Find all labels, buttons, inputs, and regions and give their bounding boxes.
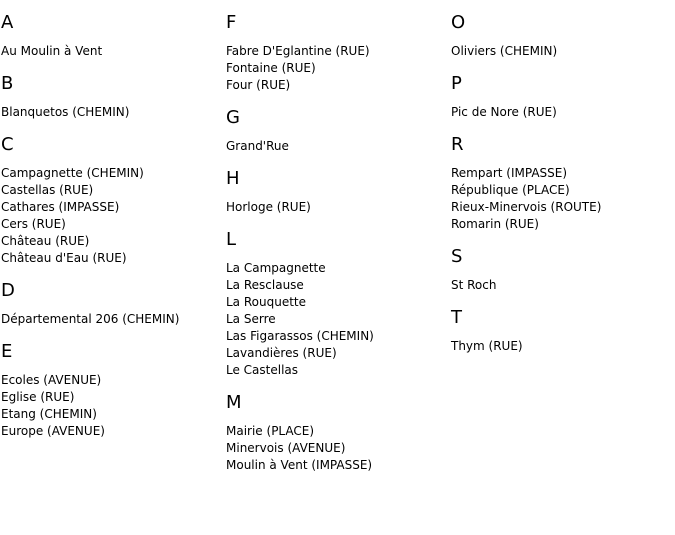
street-name: Au Moulin à Vent [1,44,103,58]
street-list [451,43,671,60]
letter-heading: E [1,341,13,362]
street-name: Oliviers (CHEMIN) [451,44,558,58]
letter-heading: D [1,280,15,301]
street-name: Cathares (IMPASSE) [1,200,120,214]
street-list [226,138,446,155]
letter-section [451,73,671,121]
street-list [226,43,446,94]
street-name: Blanquetos (CHEMIN) [1,105,130,119]
letter-section [226,107,446,155]
street-name: Castellas (RUE) [1,183,94,197]
street-list [1,311,221,328]
letter-section [1,280,221,328]
index-column-2 [226,12,446,487]
letter-section [226,12,446,94]
street-name: Fontaine (RUE) [226,61,316,75]
street-name: La Rouquette [226,295,306,309]
street-name: Rieux-Minervois (ROUTE) [451,200,602,214]
letter-heading: C [1,134,14,155]
letter-heading: F [226,12,237,33]
street-name: La Serre [226,312,276,326]
letter-section [451,134,671,233]
letter-section [1,73,221,121]
letter-heading: T [451,307,462,328]
street-name: Château (RUE) [1,234,90,248]
street-list [451,338,671,355]
street-name: République (PLACE) [451,183,570,197]
street-name: La Resclause [226,278,304,292]
letter-heading: G [226,107,240,128]
street-name: La Campagnette [226,261,326,275]
street-list [451,277,671,294]
letter-heading: P [451,73,462,94]
letter-section [451,246,671,294]
street-name: Campagnette (CHEMIN) [1,166,144,180]
street-name: Départemental 206 (CHEMIN) [1,312,180,326]
street-list [1,104,221,121]
street-name: Horloge (RUE) [226,200,311,214]
street-name: Etang (CHEMIN) [1,407,97,421]
street-list [1,372,221,440]
street-name: Lavandières (RUE) [226,346,337,360]
letter-section [226,168,446,216]
street-name: Las Figarassos (CHEMIN) [226,329,374,343]
letter-section [1,341,221,440]
street-name: Minervois (AVENUE) [226,441,346,455]
street-name: Grand'Rue [226,139,289,153]
street-name: Four (RUE) [226,78,291,92]
letter-heading: R [451,134,464,155]
street-name: Europe (AVENUE) [1,424,105,438]
letter-heading: L [226,229,237,250]
street-name: Pic de Nore (RUE) [451,105,557,119]
street-name: Fabre D'Eglantine (RUE) [226,44,370,58]
street-name: Mairie (PLACE) [226,424,315,438]
letter-section [1,134,221,267]
letter-heading: S [451,246,463,267]
street-list [451,104,671,121]
letter-section [226,229,446,379]
street-list [451,165,671,233]
street-name: Ecoles (AVENUE) [1,373,102,387]
street-name: Château d'Eau (RUE) [1,251,127,265]
street-list [226,423,446,474]
street-name: Moulin à Vent (IMPASSE) [226,458,373,472]
street-name: Romarin (RUE) [451,217,539,231]
street-name: St Roch [451,278,497,292]
letter-section [451,12,671,60]
letter-heading: B [1,73,14,94]
letter-heading: A [1,12,14,33]
letter-heading: M [226,392,242,413]
letter-section [1,12,221,60]
street-name: Le Castellas [226,363,299,377]
letter-heading: H [226,168,240,189]
street-name: Thym (RUE) [451,339,523,353]
street-name: Rempart (IMPASSE) [451,166,568,180]
letter-section [451,307,671,355]
index-column-1 [1,12,221,453]
letter-heading: O [451,12,466,33]
street-list [226,260,446,379]
street-name: Eglise (RUE) [1,390,75,404]
letter-section [226,392,446,474]
street-list [226,199,446,216]
index-column-3 [451,12,671,368]
street-list [1,43,221,60]
street-list [1,165,221,267]
street-name: Cers (RUE) [1,217,66,231]
